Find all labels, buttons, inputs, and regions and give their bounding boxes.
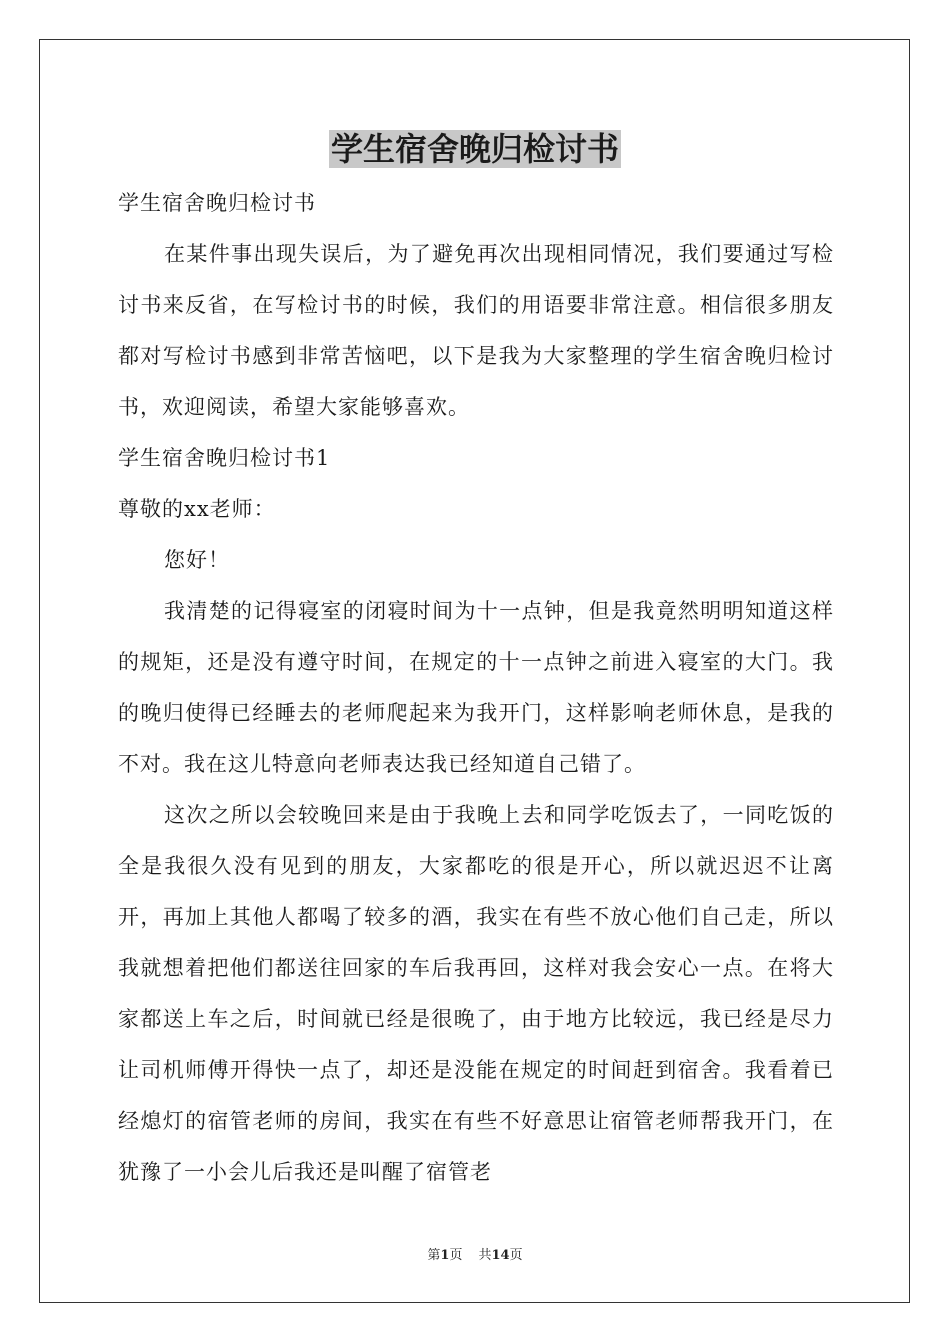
salutation: 尊敬的xx老师： bbox=[118, 497, 276, 521]
section-heading: 学生宿舍晚归检讨书1 bbox=[118, 446, 331, 470]
greeting: 您好！ bbox=[164, 548, 230, 572]
total-page-count: 14 bbox=[491, 1248, 510, 1263]
page-prefix: 第 bbox=[427, 1248, 441, 1263]
page-suffix: 页 bbox=[449, 1248, 463, 1263]
body-paragraph-2: 这次之所以会较晚回来是由于我晚上去和同学吃饭去了，一同吃饭的全是我很久没有见到的朋友，大家都吃的很是开心，所以就迟迟不让离开，再加上其他人都喝了较多的酒，我实在有些不放心他们自己走，所以我就想着把他们都送往回家的车后我再回，这样对我会安心一点。在将大家都送上车之后，时间就已经是很晚了，由于地方比较远，我已经是尽力让司机师傅开得快一点了，却还是没能在规定的时间赶到宿舍。我看着已经熄灯的宿管老师的房间，我实在有些不好意思让宿管老师帮我开门，在犹豫了一小会儿后我还是叫醒了宿管老 bbox=[118, 803, 834, 1184]
document-title-text: 学生宿舍晚归检讨书 bbox=[330, 130, 619, 168]
page-footer bbox=[0, 1247, 950, 1265]
subtitle: 学生宿舍晚归检讨书 bbox=[118, 191, 316, 215]
intro-paragraph: 在某件事出现失误后，为了避免再次出现相同情况，我们要通过写检讨书来反省，在写检讨书的时候，我们的用语要非常注意。相信很多朋友都对写检讨书感到非常苦恼吧，以下是我为大家整理的学生宿舍晚归检讨书，欢迎阅读，希望大家能够喜欢。 bbox=[118, 242, 834, 419]
total-suffix: 页 bbox=[509, 1248, 523, 1263]
body-paragraph-1: 我清楚的记得寝室的闭寝时间为十一点钟，但是我竟然明明知道这样的规矩，还是没有遵守时间，在规定的十一点钟之前进入寝室的大门。我的晚归使得已经睡去的老师爬起来为我开门，这样影响老师休息，是我的不对。我在这儿特意向老师表达我已经知道自己错了。 bbox=[118, 599, 834, 776]
document-title bbox=[0, 126, 950, 172]
total-prefix: 共 bbox=[478, 1248, 492, 1263]
document-body bbox=[118, 178, 834, 1198]
current-page-number: 1 bbox=[440, 1248, 450, 1263]
